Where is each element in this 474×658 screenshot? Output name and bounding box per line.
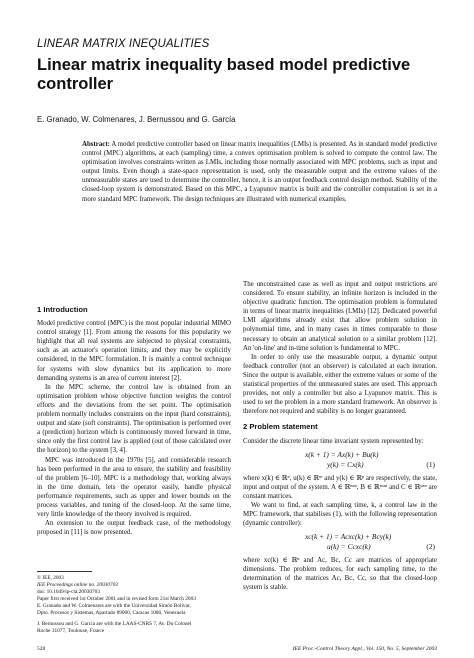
title-line-2: controller <box>37 75 114 93</box>
abstract <box>82 140 437 204</box>
intro-paragraph-3: MPC was introduced in the 1970s [5], and considerable research has been performed in the area to ensure, the stability and feasibility of the problem [6–10]. MPC is a methodology that, working always in the time domain, lets the operator easily, handle physical performance requirements, such as upper and lower bounds on the process variables, and tuning of the closed-loop. At the same time, very little knowledge of the theory involved is required. <box>37 456 231 519</box>
journal-citation: IEE Proc.-Control Theory Appl., Vol. 150, No. 5, September 2003 <box>292 646 437 652</box>
footnote-line: © IEE, 2003 <box>37 575 64 581</box>
equation-1-number: (1) <box>426 459 435 469</box>
problem-paragraph-3: We want to find, at each sampling time, k, a control law in the MPC framework, that stabilises (1), with the following representation (dynamic controller): <box>243 501 437 528</box>
problem-paragraph-1: Consider the discrete linear time invariant system represented by: <box>243 437 424 445</box>
equation-2-state: xc(k + 1) = Acxc(k) + Bcy(k) <box>305 532 392 542</box>
footnote-line: Roche 31077, Toulouse, France <box>37 627 105 634</box>
footnotes <box>37 575 231 635</box>
footnote-line: doi: 10.1049/ip-cta:20030703 <box>37 589 100 596</box>
footnote-rule <box>37 571 92 572</box>
author-list: E. Granado, W. Colmenares, J. Bernussou and G. García <box>37 115 236 124</box>
intro-paragraph-1: Model predictive control (MPC) is the most popular industrial MIMO control strategy [1]. From among the reasons for this popularity we highlight that all real systems are subjected to physical constraints, such as an actuator's operation limits, and they may be explicitly considered, in the MPC formulation. It is mainly a control technique for systems with slow dynamics but its application to more demanding systems is an area of current interest [2]. <box>37 320 231 382</box>
equation-2-line-1 <box>243 532 437 542</box>
footnote-line: IEE Proceedings online no. 20030703 <box>37 582 118 589</box>
footnote-line: J. Bernussou and G. García are with the LAAS-CNRS 7, Av. Du Colonel <box>37 620 192 627</box>
right-column <box>243 280 437 593</box>
footnote-line: E. Granado and W. Colmenares are with the Universidad Simón Bolívar, <box>37 603 191 610</box>
col2-paragraph-1: The unconstrained case as well as input and output restrictions are considered. To ensure stability, an infinite horizon is included in the objective quadratic function. The optimisation problem is formulated in terms of linear matrix inequalities (LMIs) [12]. Dedicated powerful LMI algorithms already exist that allow problem solution in polynomial time, and in many cases in times comparable to those necessary to obtain an analytical solution to a similar problem [12]. An 'on-line' and in-time solution is fundamental to MPC. <box>243 281 437 352</box>
heading-problem-statement: 2 Problem statement <box>243 422 318 432</box>
col2-paragraph-2: In order to only use the measurable output, a dynamic output feedback controller (not an observer) is calculated at each iteration. Since the output is available, either the extreme values or some of the statistical properties of the unmeasured states are used. This approach provides, not only a controller but also a Lyapunov matrix. This is used to set the problem in a more standard framework. An observer is therefore not required and stability is no longer guaranteed. <box>243 353 437 416</box>
equation-1-line-1 <box>243 450 437 460</box>
intro-paragraph-4: An extension to the output feedback case, of the methodology proposed in [11] is now presented. <box>37 520 231 537</box>
equation-2-number: (2) <box>426 542 435 552</box>
footnote-line: Dpto. Procesos y Sistemas, Apartado 89000, Caracas 1080, Venezuela <box>37 610 186 617</box>
equation-2-output: u(k) = Ccxc(k) <box>327 542 371 552</box>
problem-paragraph-4: where xc(k) ∈ ℝⁿ and Ac, Bc, Cc are matrices of appropriate dimensions. The problem reduces, for each sampling time, to the determination of the matrices Ac, Bc, Cc, so that the closed-loop system is stable. <box>243 557 437 592</box>
section-header: LINEAR MATRIX INEQUALITIES <box>37 38 210 50</box>
equation-2-line-2 <box>243 542 437 552</box>
paper-title <box>37 56 437 94</box>
abstract-label: Abstract: <box>82 141 110 148</box>
left-column <box>37 305 231 537</box>
abstract-text: A model predictive controller based on linear matrix inequalities (LMIs) is presented. As in standard model predictive control (MPC) algorithms, at each (sampling) time, a convex optimisation problem is solved to compute the control law. The optimisation involves constraints written as LMIs, including those normally associated with MPC problems, such as input and output limits. Even though a state-space representation is used, only the measurable output and the extreme values of the unmeasurable states are used to determine the controller, hence, it is an output feedback control design method. Stability of the closed-loop system is demonstrated. Based on this MPC, a Lyapunov matrix is built and the controller computation is set in a more standard MPC framework. The design techniques are illustrated with numerical examples. <box>82 141 437 203</box>
intro-paragraph-2: In the MPC scheme, the control law is obtained from an optimisation problem whose objective function weights the control efforts and the deviations from the set point. The optimisation problem normally includes constraints on the input (hard constraints), output and state (soft constraints). The optimisation is performed over a (prediction) horizon which is continuously moved forward in time, since only the first control law is applied (out of those calculated over the horizon) to the system [3, 4]. <box>37 383 231 455</box>
page-number: 528 <box>37 646 46 652</box>
equation-1-state: x(k + 1) = Ax(k) + Bu(k) <box>305 449 379 459</box>
title-line-1: Linear matrix inequality based model predictive <box>37 56 411 74</box>
equation-1-line-2 <box>243 460 437 470</box>
footnote-line: Paper first received 1st October 2001 and in revised form 21st March 2003 <box>37 596 196 603</box>
heading-introduction: 1 Introduction <box>37 305 88 314</box>
problem-paragraph-2: where x(k) ∈ ℝⁿ, u(k) ∈ ℝᵐ and y(k) ∈ ℝᵖ are respectively, the state, input and output of the system. A ∈ ℝⁿˣⁿ, B ∈ ℝⁿˣᵐ and C ∈ ℝᵖˣⁿ are constant matrices. <box>243 474 437 500</box>
equation-1-output: y(k) = Cx(k) <box>327 459 364 469</box>
